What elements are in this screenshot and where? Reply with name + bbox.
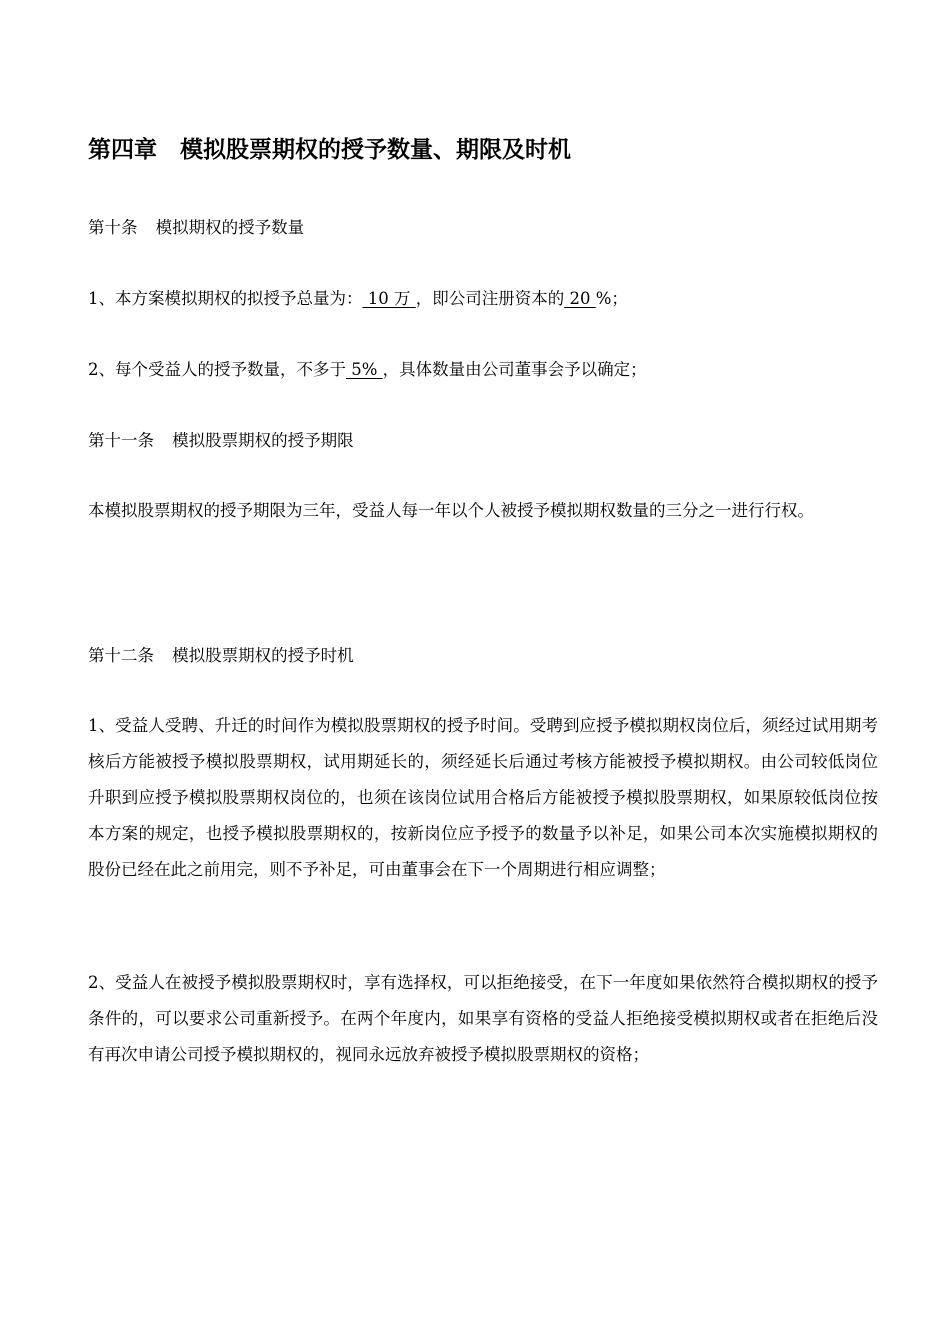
item-1-prefix: 1、本方案模拟期权的拟授予总量为： — [88, 289, 363, 308]
article-11-title: 模拟股票期权的授予期限 — [172, 431, 354, 450]
per-person-cap-percent: 5% — [346, 360, 383, 379]
article-11-heading — [88, 428, 878, 454]
article-12-heading — [88, 643, 878, 669]
article-10-title: 模拟期权的授予数量 — [155, 218, 305, 237]
article-10-item-1 — [88, 286, 878, 312]
article-11-body: 本模拟股票期权的授予期限为三年，受益人每一年以个人被授予模拟期权数量的三分之一进行行权。 — [88, 501, 814, 520]
article-12-number: 第十二条 — [88, 646, 154, 665]
article-10-number: 第十条 — [88, 218, 138, 237]
item-1-suffix: %； — [595, 289, 628, 308]
item-1-middle: ，即公司注册资本的 — [415, 289, 565, 308]
article-12-title: 模拟股票期权的授予时机 — [172, 646, 354, 665]
article-11-number: 第十一条 — [88, 431, 154, 450]
article-10-item-2 — [88, 357, 878, 383]
chapter-title: 第四章 模拟股票期权的授予数量、期限及时机 — [88, 137, 571, 163]
item-2-suffix: ，具体数量由公司董事会予以确定； — [382, 360, 647, 379]
item-2-prefix: 2、每个受益人的授予数量，不多于 — [88, 360, 346, 379]
article-12-item-2: 2、受益人在被授予模拟股票期权时，享有选择权，可以拒绝接受，在下一年度如果依然符合模拟期权的授予条件的，可以要求公司重新授予。在两个年度内，如果享有资格的受益人拒绝接受模拟期权或者在拒绝后没有再次申请公司授予模拟期权的，视同永远放弃被授予模拟股票期权的资格； — [88, 973, 878, 1064]
article-10-heading — [88, 215, 878, 241]
article-12-item-1: 1、受益人受聘、升迁的时间作为模拟股票期权的授予时间。受聘到应授予模拟期权岗位后，须经过试用期考核后方能被授予模拟股票期权，试用期延长的，须经延长后通过考核方能被授予模拟期权。由公司较低岗位升职到应授予模拟股票期权岗位的，也须在该岗位试用合格后方能被授予模拟股票期权，如果原较低岗位按本方案的规定，也授予模拟股票期权的，按新岗位应予授予的数量予以补足，如果公司本次实施模拟期权的股份已经在此之前用完，则不予补足，可由董事会在下一个周期进行相应调整； — [88, 716, 878, 879]
registered-capital-percent: 20 — [564, 289, 596, 308]
total-grant-amount: 10 万 — [362, 289, 416, 308]
